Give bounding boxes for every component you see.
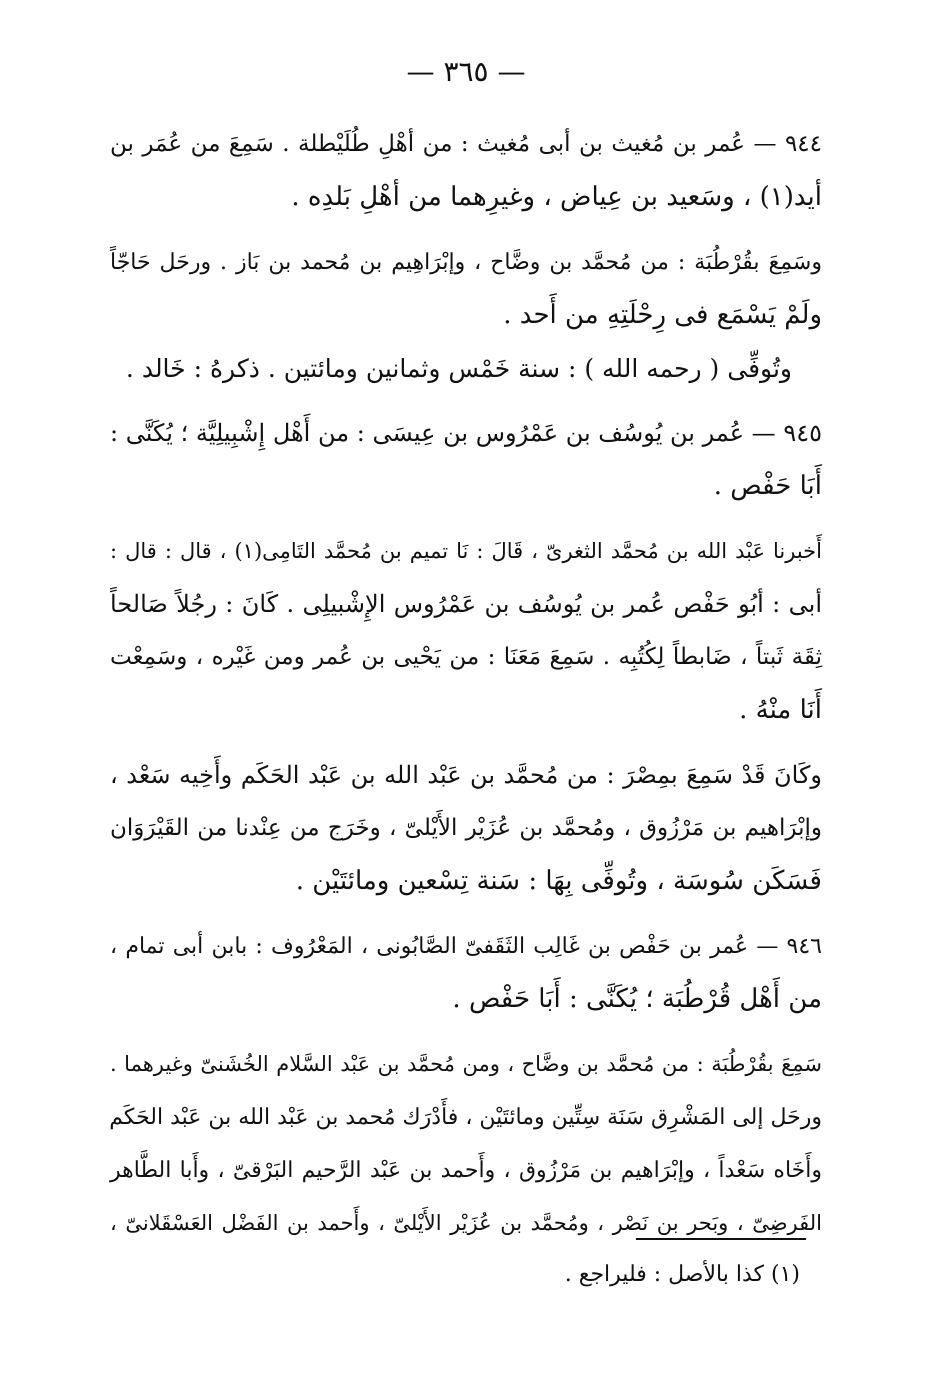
text-line: وتُوفِّى ( رحمه الله ) : سنة خَمْس وثمانين ومائتين . ذكرهُ : خَالد .: [125, 354, 792, 383]
page-number: — ٣٦٥ —: [406, 55, 526, 88]
text-line: ٩٤٦ — عُمر بن حَفْص بن غَالِب الثَقَفىّ الصَّابُونى ، المَعْرُوف : بابن أبى تمام ،: [110, 934, 822, 959]
footnote-divider: [636, 1238, 806, 1240]
text-line: من أَهْل قُرْطُبَة ؛ يُكَنَّى : أَبَا حَفْص .: [452, 984, 822, 1014]
text-line: أَنَا منْهُ .: [739, 695, 822, 725]
text-line: ٩٤٥ — عُمر بن يُوسُف بن عَمْرُوس بن عِيسَى : من أَهْل إِشْبِيلِيَّة ؛ يُكَنَّى :: [110, 419, 822, 447]
paragraph-gap: [110, 224, 822, 236]
text-line: ورحَل إلى المَشْرِق سَنَة سِتِّين ومائتَيْن ، فأَدْرَك مُحمد بن عَبْد الله بن عَبْد الحَكَم: [109, 1105, 822, 1130]
body-text: [110, 118, 822, 1250]
text-line: وإبْرَاهيم بن مَرْزُوق ، ومُحمَّد بن عُزَيْر الأَيْلىّ ، وخَرَج من عِنْدنا من القَيْرَوَان: [110, 815, 822, 841]
text-line: سَمِعَ بقُرْطُبَة : من مُحمَّد بن وضَّاح ، ومن مُحمَّد بن عَبْد السَّلام الخُشَنىّ وغيرهما .: [110, 1052, 822, 1076]
text-line: أيد(١) ، وسَعيد بن عِياض ، وغيرِهما من أهْلِ بَلدِه .: [291, 182, 822, 212]
text-line: ٩٤٤ — عُمر بن مُغيث بن أبى مُغيث : من أهْلِ طُلَيْطلة . سَمِعَ من عُمَر بن: [110, 131, 822, 157]
text-line: ولَمْ يَسْمَع فى رِحْلَتِهِ من أَحد .: [503, 300, 822, 330]
paragraph-gap: [110, 513, 822, 525]
text-line: فَسَكَن سُوسَة ، وتُوفِّى بِهَا : سَنة تِسْعين ومائتَيْن .: [295, 866, 822, 896]
paragraph-gap: [110, 1026, 822, 1038]
footnote: (١) كذا بالأصل : فليراجع .: [564, 1262, 800, 1287]
text-line: أَبَا حَفْص .: [713, 471, 822, 501]
paragraph-gap: [110, 395, 822, 407]
text-line: وكَانَ قَدْ سَمِعَ بمِصْرَ : من مُحمَّد بن عَبْد الله بن عَبْد الحَكَم وأَخِيه سَعْد ،: [110, 761, 822, 789]
text-line: وأَخَاه سَعْداً ، وإبْرَاهيم بن مَرْزُوق ، وأَحمد بن عَبْد الرَّحيم البَرْقىّ ، وأَبا الطَّاهر: [110, 1158, 822, 1183]
text-line: أبى : أبُو حَفْص عُمر بن يُوسُف بن عَمْرُوس الإِشْبيلِى . كَانَ : رجُلاً صَالحاً: [110, 590, 822, 618]
text-line: أَخبرنا عَبْد الله بن مُحمَّد الثغرىّ ، قَالَ : نَا تميم بن مُحمَّد التَامِى(١) ، قال : قال :: [110, 539, 822, 563]
text-line: وسَمِعَ بقُرْطُبَة : من مُحمَّد بن وضَّاح ، وإبْرَاهِيم بن مُحمد بن بَاز . ورحَل حَاجّاً: [110, 250, 822, 275]
paragraph-gap: [110, 737, 822, 749]
text-line: ثِقَة ثَبتاً ، ضَابطاً لِكُتُبِه . سَمِعَ مَعَنَا : من يَحْيى بن عُمر ومن غَيْره ، وسَمِعْت: [110, 644, 822, 670]
paragraph-gap: [110, 908, 822, 920]
text-line: الفَرضِىّ ، وبَحر بن نَصْر ، ومُحمَّد بن عُزَيْر الأَيْلىّ ، وأَحمد بن الفَضْل العَسْقَلانىّ ،: [110, 1211, 822, 1235]
